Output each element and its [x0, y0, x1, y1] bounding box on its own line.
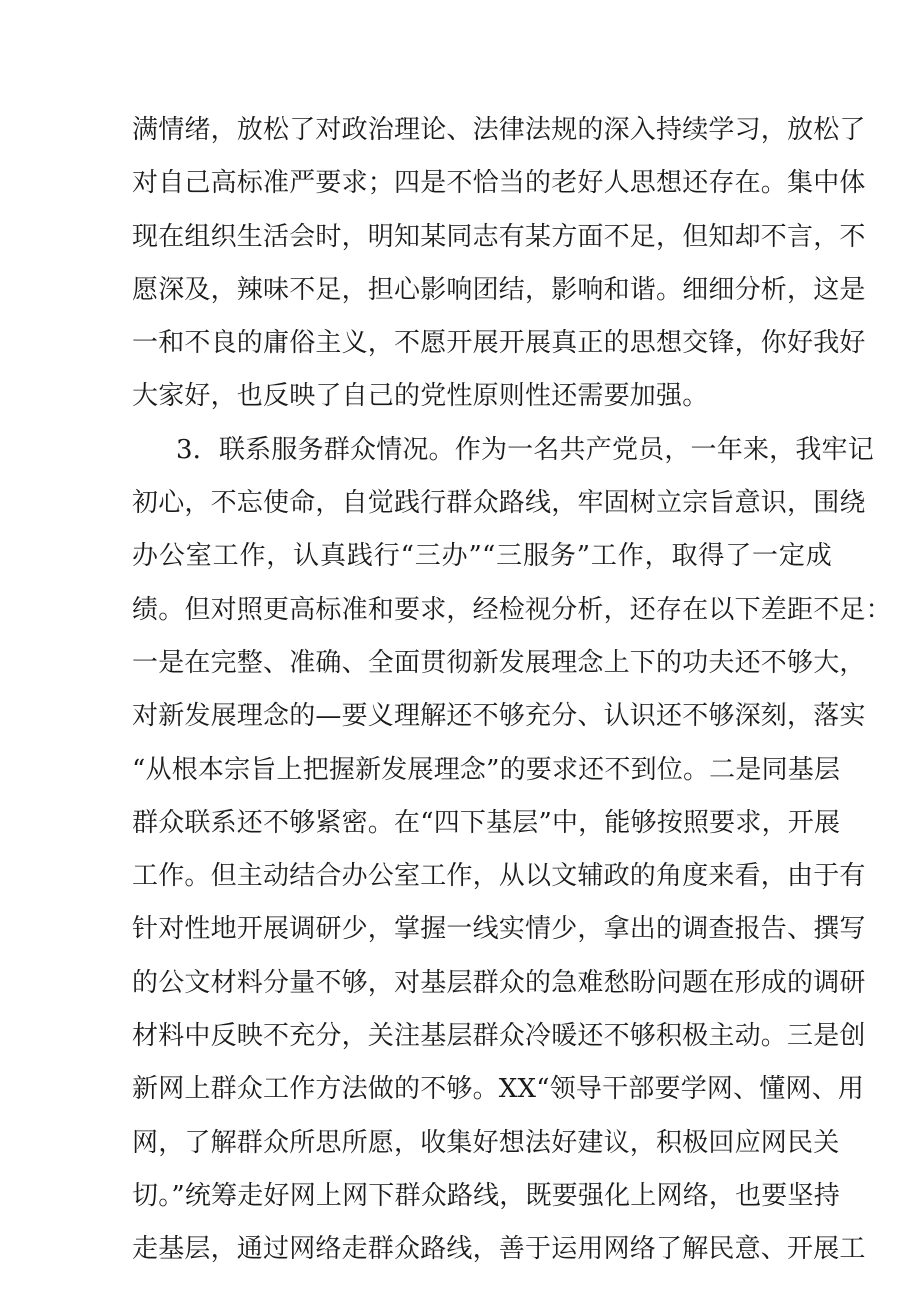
text-line: 工作。但主动结合办公室工作，从以文辅政的角度来看，由于有	[132, 861, 866, 892]
text-line: 办公室工作，认真践行“三办”“三服务”工作，取得了一定成	[132, 541, 832, 572]
text-line: 网，了解群众所思所愿，收集好想法好建议，积极回应网民关	[132, 1127, 840, 1158]
text-line: 新网上群众工作方法做的不够。XX“领导干部要学网、懂网、用	[132, 1074, 865, 1105]
text-line: 满情绪，放松了对政治理论、法律法规的深入持续学习，放松了	[132, 115, 866, 145]
text-line: “从根本宗旨上把握新发展理念”的要求还不到位。二是同基层	[132, 754, 841, 785]
text-line: 现在组织生活会时，明知某同志有某方面不足，但知却不言，不	[132, 221, 866, 252]
text-line: 一是在完整、准确、全面贯彻新发展理念上下的功夫还不够大，	[132, 647, 866, 678]
text-line: 初心，不忘使命，自觉践行群众路线，牢固树立宗旨意识，围绕	[132, 488, 866, 519]
text-line: 愿深及，辣味不足，担心影响团结，影响和谐。细细分析，这是	[132, 274, 866, 305]
text-line: 对新发展理念的—要义理解还不够充分、认识还不够深刻，落实	[132, 701, 866, 732]
text-line: 大家好，也反映了自己的党性原则性还需要加强。	[132, 381, 709, 412]
text-line: 针对性地开展调研少，掌握一线实情少，拿出的调查报告、撰写	[132, 914, 866, 945]
text-line: 群众联系还不够紧密。在“四下基层”中，能够按照要求，开展	[132, 807, 841, 838]
document-body	[132, 104, 892, 1277]
text-line: 材料中反映不充分，关注基层群众冷暖还不够积极主动。三是创	[132, 1021, 866, 1052]
text-line: 一和不良的庸俗主义，不愿开展开展真正的思想交锋，你好我好	[132, 328, 866, 359]
text-line: 对自己高标准严要求；四是不恰当的老好人思想还存在。集中体	[132, 168, 866, 199]
section-heading-line: 3．联系服务群众情况。作为一名共产党员，一年来，我牢记	[176, 434, 874, 465]
text-line: 的公文材料分量不够，对基层群众的急难愁盼问题在形成的调研	[132, 967, 866, 998]
text-line: 绩。但对照更高标准和要求，经检视分析，还存在以下差距不足：	[132, 594, 892, 625]
text-line: 切。”统筹走好网上网下群众路线，既要强化上网络，也要坚持	[132, 1180, 840, 1211]
text-line: 走基层，通过网络走群众路线，善于运用网络了解民意、开展工	[132, 1234, 866, 1265]
